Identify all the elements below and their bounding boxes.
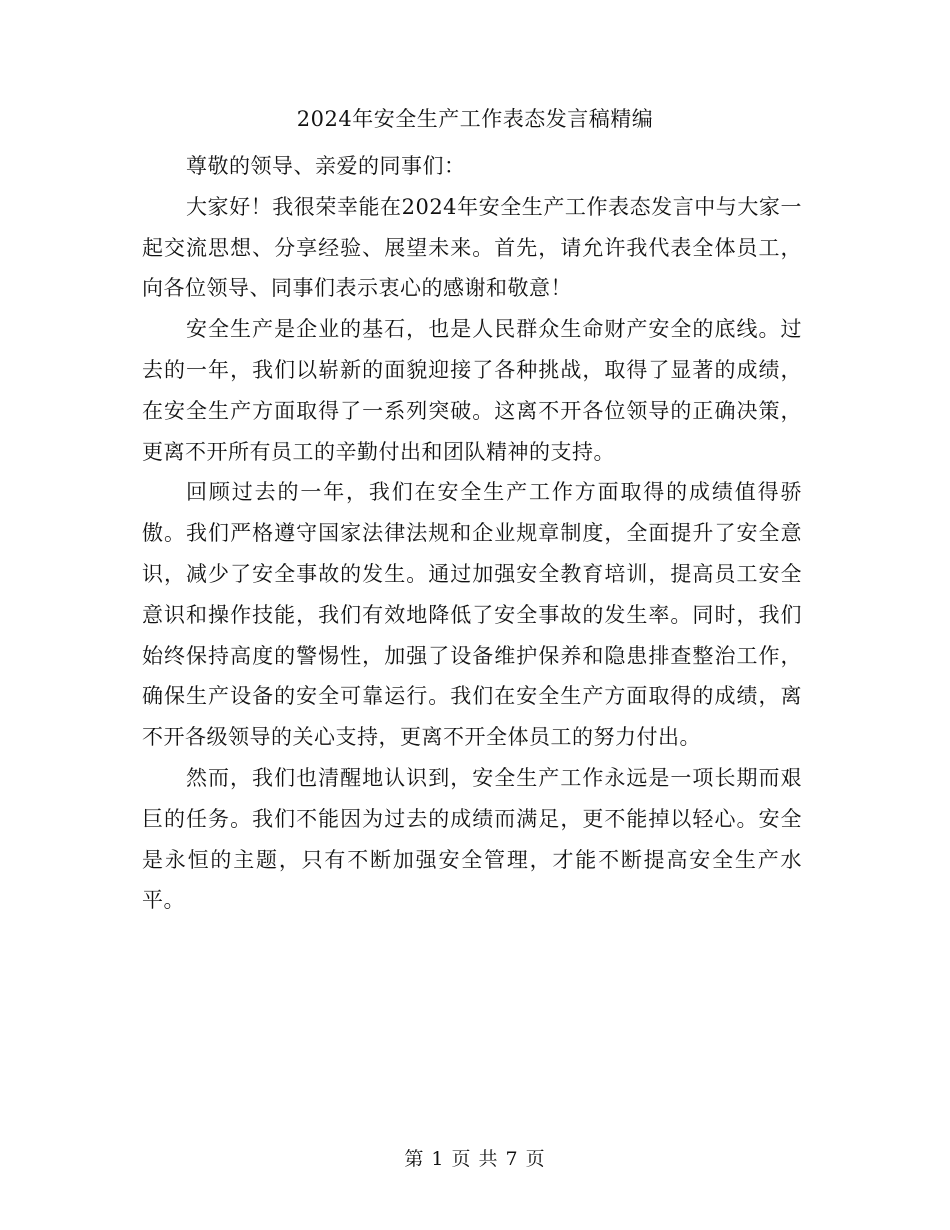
page-number-footer: 第 1 页 共 7 页 — [404, 1148, 546, 1170]
document-title: 2024年安全生产工作表态发言稿精编 — [296, 107, 654, 131]
review-paragraph: 回顾过去的一年，我们在安全生产工作方面取得的成绩值得骄傲。我们严格遵守国家法律法规和企业规章制度，全面提升了安全意识，减少了安全事故的发生。通过加强安全教育培训，提高员工安全意识和操作技能，我们有效地降低了安全事故的发生率。同时，我们始终保持高度的警惕性，加强了设备维护保养和隐患排查整治工作，确保生产设备的安全可靠运行。我们在安全生产方面取得的成绩，离不开各级领导的关心支持，更离不开全体员工的努力付出。 — [142, 480, 802, 750]
safety-foundation-paragraph: 安全生产是企业的基石，也是人民群众生命财产安全的底线。过去的一年，我们以崭新的面貌迎接了各种挑战，取得了显著的成绩，在安全生产方面取得了一系列突破。这离不开各位领导的正确决策，更离不开所有员工的辛勤付出和团队精神的支持。 — [142, 317, 802, 464]
challenges-paragraph: 然而，我们也清醒地认识到，安全生产工作永远是一项长期而艰巨的任务。我们不能因为过去的成绩而满足，更不能掉以轻心。安全是永恒的主题，只有不断加强安全管理，才能不断提高安全生产水平。 — [142, 765, 802, 913]
document-body — [142, 146, 802, 921]
salutation-paragraph: 尊敬的领导、亲爱的同事们： — [186, 154, 466, 178]
greeting-paragraph: 大家好！我很荣幸能在2024年安全生产工作表态发言中与大家一起交流思想、分享经验、展望未来。首先，请允许我代表全体员工，向各位领导、同事们表示衷心的感谢和敬意！ — [142, 194, 802, 301]
